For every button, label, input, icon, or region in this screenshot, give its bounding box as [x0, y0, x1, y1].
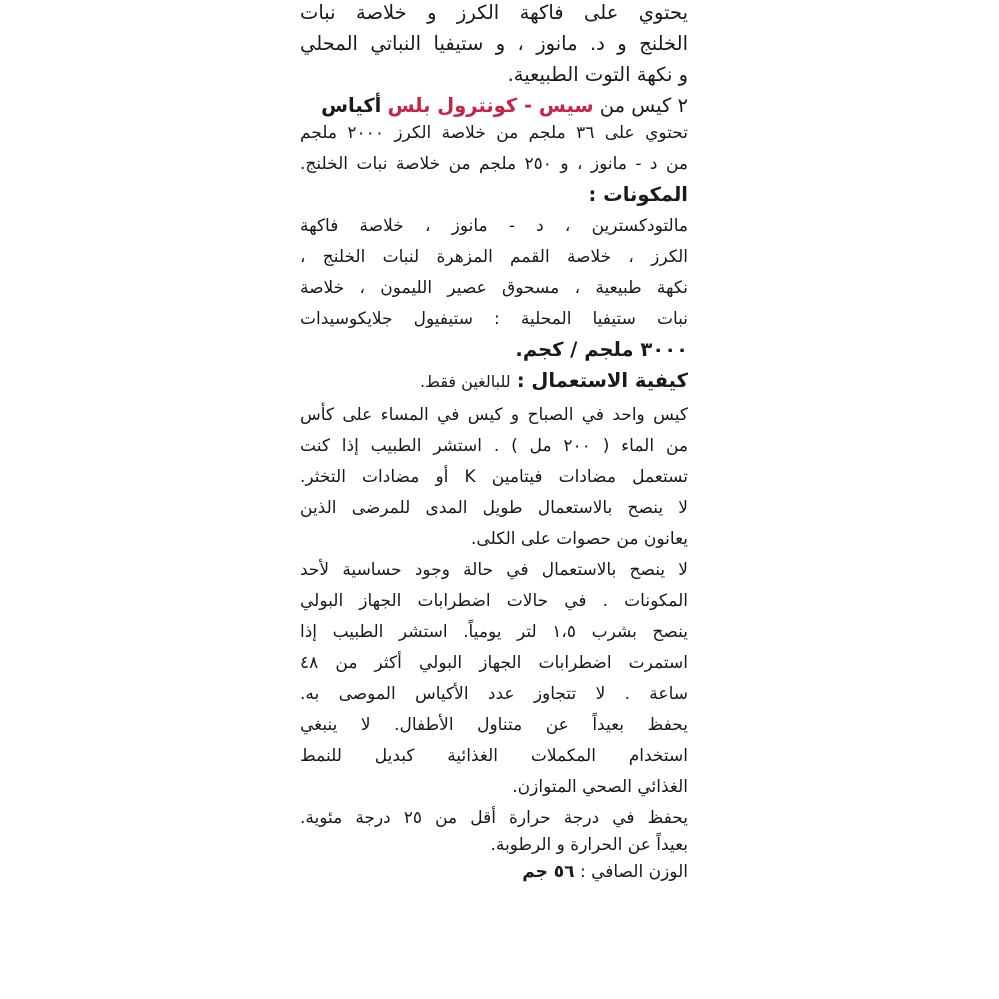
- usage-note: للبالغين فقط.: [420, 372, 511, 391]
- usage-line-7: المكونات . في حالات اضطرابات الجهاز البولي: [300, 591, 688, 611]
- product2-line-2: من د - مانوز ، و ٢٥٠ ملجم من خلاصة نبات الخلنج.: [300, 154, 688, 174]
- usage-line-11: يحفظ بعيداً عن متناول الأطفال. لا ينبغي: [300, 715, 688, 735]
- usage-line-10: ساعة . لا تتجاوز عدد الأكياس الموصى به.: [300, 684, 688, 704]
- product2-title: [300, 95, 688, 117]
- ingredients-heading: المكونات :: [588, 183, 688, 206]
- net-weight-line: [300, 861, 688, 883]
- ingredients-line-2: الكرز ، خلاصة القمم المزهرة لنبات الخلنج ،: [300, 247, 688, 267]
- product2-name-suffix: أكياس: [321, 94, 382, 117]
- net-weight-label: الوزن الصافي :: [579, 862, 688, 882]
- net-weight-value: ٥٦ جم: [522, 862, 575, 882]
- usage-heading-line: [300, 370, 688, 392]
- usage-line-8: ينصح بشرب ١،٥ لتر يومياً. استشر الطبيب إذا: [300, 622, 688, 642]
- usage-line-6: لا ينصح بالاستعمال في حالة وجود حساسية لأحد: [300, 560, 688, 580]
- usage-line-3: تستعمل مضادات فيتامين K أو مضادات التخثر.: [300, 467, 688, 487]
- label-text-column: [300, 2, 688, 892]
- product2-name: سيس - كونترول بلس: [387, 94, 594, 117]
- ingredients-line-3: نكهة طبيعية ، مسحوق عصير الليمون ، خلاصة: [300, 278, 688, 298]
- intro-line-3: و نكهة التوت الطبيعية.: [507, 63, 688, 86]
- usage-line-2: من الماء ( ٢٠٠ مل ) . استشر الطبيب إذا كنت: [300, 436, 688, 456]
- intro-line-1: يحتوي على فاكهة الكرز و خلاصة نبات: [300, 1, 688, 24]
- usage-line-4: لا ينصح بالاستعمال طويل المدى للمرضى الذين: [300, 498, 688, 518]
- product2-prefix: ٢ كيس من: [599, 94, 688, 117]
- intro-line-2: الخلنج و د. مانوز ، و ستيفيا النباتي المحلي: [300, 32, 688, 55]
- storage-line-1: يحفظ في درجة حرارة أقل من ٢٥ درجة مئوية.: [300, 808, 688, 828]
- usage-line-1: كيس واحد في الصباح و كيس في المساء على كأس: [300, 405, 688, 425]
- storage-line-2: بعيداً عن الحرارة و الرطوبة.: [490, 835, 688, 855]
- ingredients-line-4: نبات ستيفيا المحلية : ستيفيول جلايكوسيدات: [300, 309, 688, 329]
- product2-line-1: تحتوي على ٣٦ ملجم من خلاصة الكرز ٢٠٠٠ ملجم: [300, 123, 688, 143]
- usage-line-13: الغذائي الصحي المتوازن.: [512, 777, 688, 797]
- usage-heading: كيفية الاستعمال :: [516, 369, 688, 392]
- usage-line-12: استخدام المكملات الغذائية كبديل للنمط: [300, 746, 688, 766]
- ingredients-line-5: ٣٠٠٠ ملجم / كجم.: [515, 338, 688, 361]
- usage-line-9: استمرت اضطرابات الجهاز البولي أكثر من ٤٨: [300, 653, 688, 673]
- usage-line-5: يعانون من حصوات على الكلى.: [471, 529, 688, 549]
- ingredients-line-1: مالتودكسترين ، د - مانوز ، خلاصة فاكهة: [300, 216, 688, 236]
